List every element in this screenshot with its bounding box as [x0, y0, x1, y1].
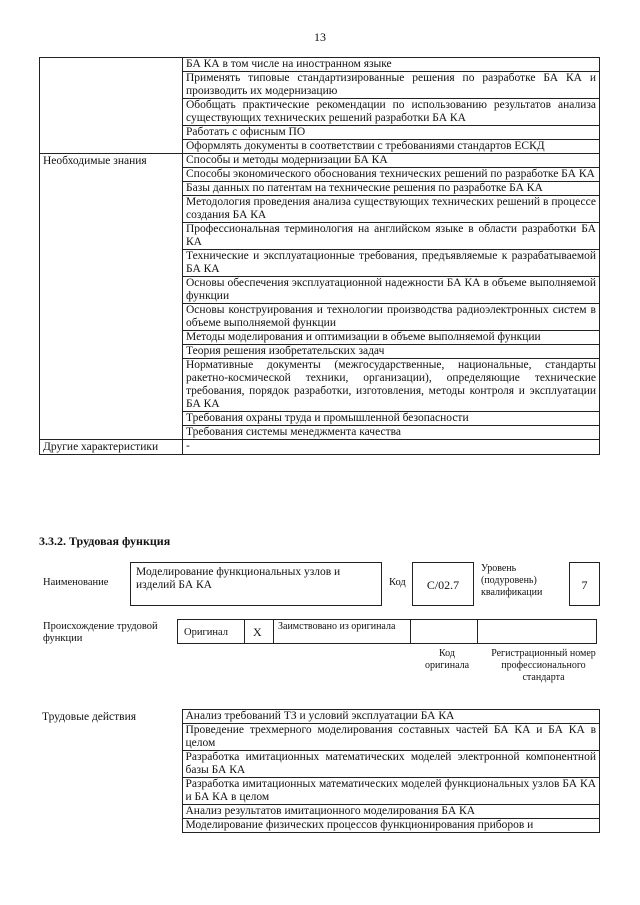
knowledge-item: Основы обеспечения эксплуатационной надежности БА КА в объеме выполняемой функции	[183, 277, 600, 304]
other-characteristics-label: Другие характеристики	[40, 440, 183, 455]
labor-action-item: Анализ требований ТЗ и условий эксплуатации БА КА	[182, 710, 600, 724]
table-row	[39, 710, 600, 724]
knowledge-item: Методология проведения анализа существующих технических решений в процессе создания БА КА	[183, 196, 600, 223]
table-row	[40, 440, 600, 455]
table-row	[40, 58, 600, 72]
labor-action-item: Разработка имитационных математических моделей электронной компонентной базы БА КА	[182, 751, 600, 778]
skill-item: Обобщать практические рекомендации по использованию результатов анализа существующих технических решений разработки БА КА	[183, 99, 600, 126]
original-mark-cell: X	[244, 619, 274, 644]
skills-knowledge-table	[39, 57, 600, 455]
function-name-box: Моделирование функциональных узлов и изделий БА КА	[130, 562, 382, 606]
skill-item: БА КА в том числе на иностранном языке	[183, 58, 600, 72]
skill-item: Работать с офисным ПО	[183, 126, 600, 140]
knowledge-item: Требования охраны труда и промышленной безопасности	[183, 412, 600, 426]
labor-action-item: Моделирование физических процессов функционирования приборов и	[182, 819, 600, 833]
knowledge-item: Способы и методы модернизации БА КА	[183, 154, 600, 168]
other-characteristics-value: -	[183, 440, 600, 455]
table-row	[40, 154, 600, 168]
labor-action-item: Проведение трехмерного моделирования составных частей БА КА и БА КА в целом	[182, 724, 600, 751]
name-label: Наименование	[43, 577, 109, 588]
original-cell: Оригинал	[177, 619, 245, 644]
skill-item: Применять типовые стандартизированные решения по разработке БА КА и производить их модернизацию	[183, 72, 600, 99]
page-number: 13	[314, 30, 326, 44]
registration-number-caption: Регистрационный номер профессионального стандарта	[491, 648, 596, 683]
origin-label: Происхождение трудовой функции	[43, 621, 158, 644]
knowledge-item: Нормативные документы (межгосударственные, национальные, стандарты ракетно-космической техники, организации), определяющие технические требования, порядок разработки, изготовления, методы контроля и эксплуатации БА КА	[183, 359, 600, 412]
knowledge-item: Профессиональная терминология на английском языке в области разработки БА КА	[183, 223, 600, 250]
knowledge-label-cell: Необходимые знания	[40, 154, 183, 440]
knowledge-item: Основы конструирования и технологии производства радиоэлектронных систем в объеме выполняемой функции	[183, 304, 600, 331]
qualification-level-box: 7	[569, 562, 600, 606]
origin-row	[178, 619, 600, 644]
borrowed-cell: Заимствовано из оригинала	[273, 619, 411, 644]
labor-actions-label: Трудовые действия	[39, 710, 182, 833]
knowledge-item: Методы моделирования и оптимизации в объеме выполняемой функции	[183, 331, 600, 345]
original-code-cell	[410, 619, 478, 644]
skills-label-cell	[40, 58, 183, 154]
knowledge-item: Базы данных по патентам на технические решения по разработке БА КА	[183, 182, 600, 196]
qualification-level-label: Уровень (подуровень) квалификации	[481, 563, 543, 598]
section-heading: 3.3.2. Трудовая функция	[39, 534, 171, 548]
knowledge-item: Теория решения изобретательских задач	[183, 345, 600, 359]
knowledge-item: Способы экономического обоснования технических решений по разработке БА КА	[183, 168, 600, 182]
knowledge-item: Технические и эксплуатационные требования, предъявляемые к разрабатываемой БА КА	[183, 250, 600, 277]
labor-actions-table	[39, 709, 600, 833]
code-label: Код	[389, 577, 406, 588]
labor-action-item: Анализ результатов имитационного моделирования БА КА	[182, 805, 600, 819]
knowledge-item: Требования системы менеджмента качества	[183, 426, 600, 440]
original-code-caption: Код оригинала	[424, 648, 470, 671]
registration-number-cell	[477, 619, 597, 644]
labor-action-item: Разработка имитационных математических моделей функциональных узлов БА КА и БА КА в целом	[182, 778, 600, 805]
skill-item: Оформлять документы в соответствии с требованиями стандартов ЕСКД	[183, 140, 600, 154]
function-code-box: C/02.7	[412, 562, 474, 606]
